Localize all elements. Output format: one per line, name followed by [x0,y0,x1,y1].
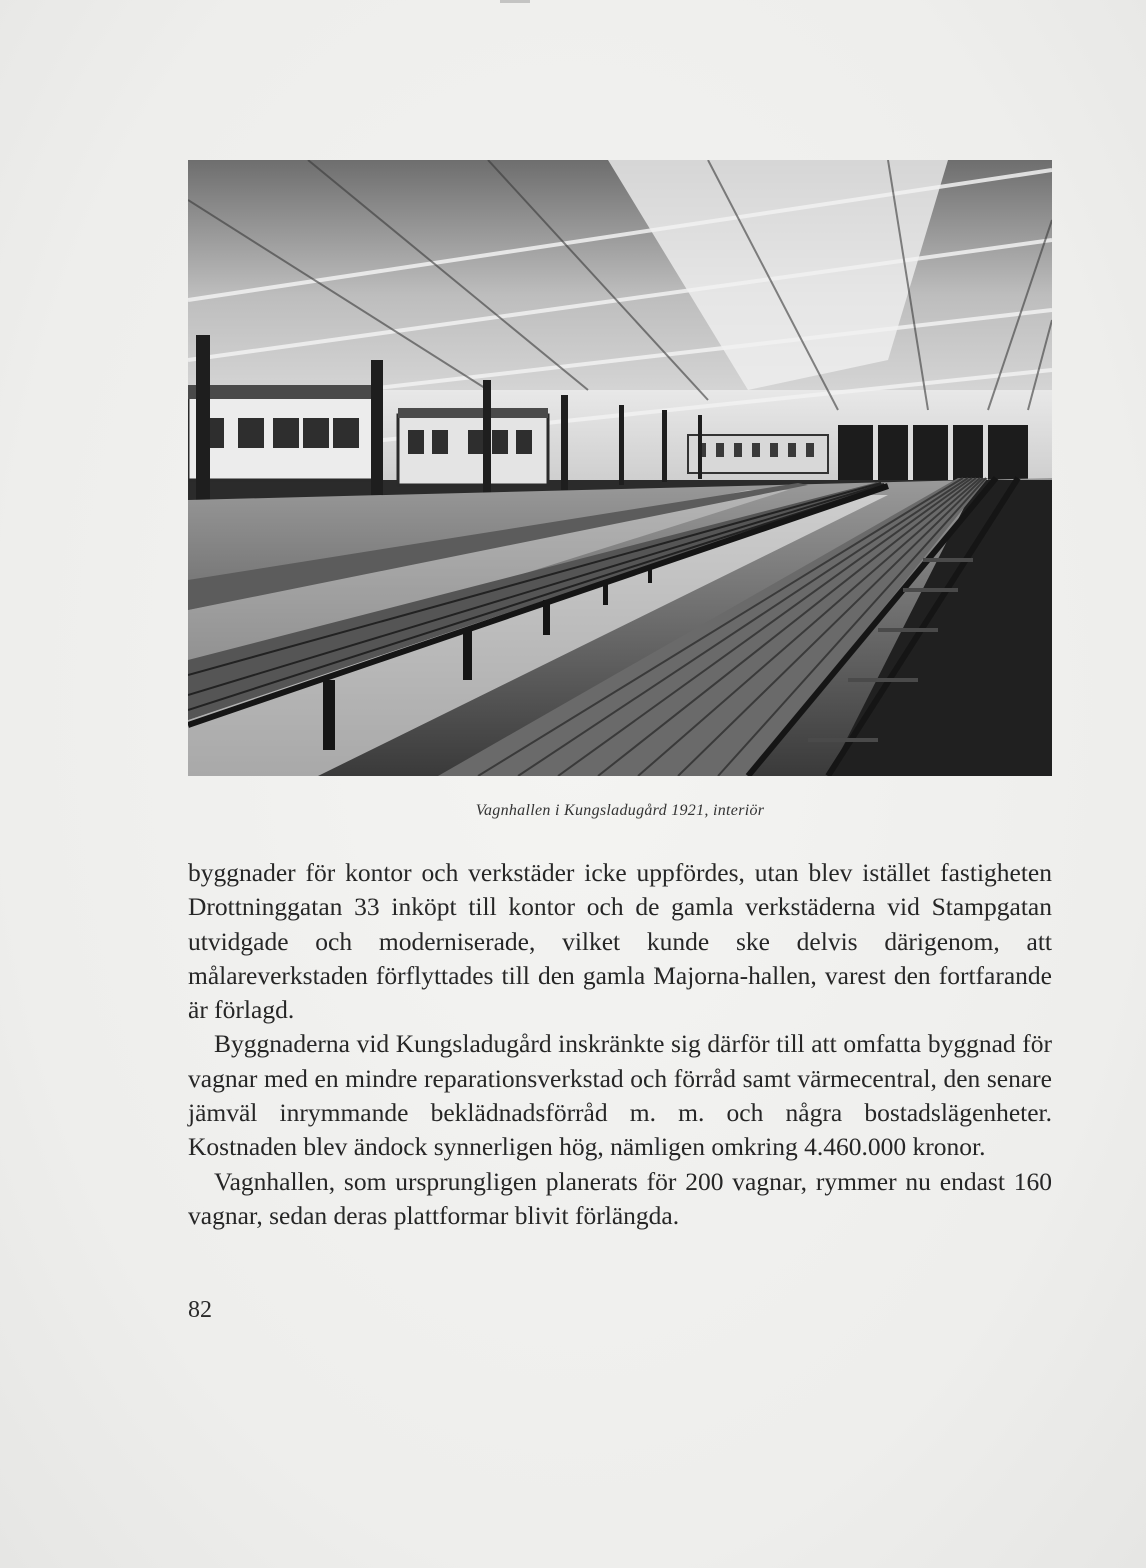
paragraph-3: Vagnhallen, som ursprungligen planerats för 200 vagnar, rymmer nu endast 160 vagnar, sedan deras plattformar blivit förlängda. [188,1166,1052,1230]
paragraph-2: Byggnaderna vid Kungsladugård inskränkte sig därför till att omfatta byggnad för vagnar med en mindre reparationsverkstad och förråd samt värmecentral, den senare jämväl inrymmande beklädnadsförråd m. m. och några bostadslägenheter. Kostnaden blev ändock synnerligen hög, nämligen omkring 4.460.000 kronor. [188,1029,1052,1162]
body-text [188,856,1052,1233]
photo-caption: Vagnhallen i Kungsladugård 1921, interiör [475,802,765,819]
page-number: 82 [188,1297,212,1323]
tram-depot-photograph [188,160,1052,776]
scan-speck [500,0,530,3]
paragraph-1: byggnader för kontor och verkstäder icke uppfördes, utan blev istället fastigheten Drottninggatan 33 inköpt till kontor och de gamla verkstäderna vid Stampgatan utvidgade och moderniserade, vilket kunde ske delvis därigenom, att målareverkstaden förflyttades till den gamla Majorna-hallen, varest den fortfarande är förlagd. [188,858,1052,1025]
photograph-icon [188,160,1052,776]
